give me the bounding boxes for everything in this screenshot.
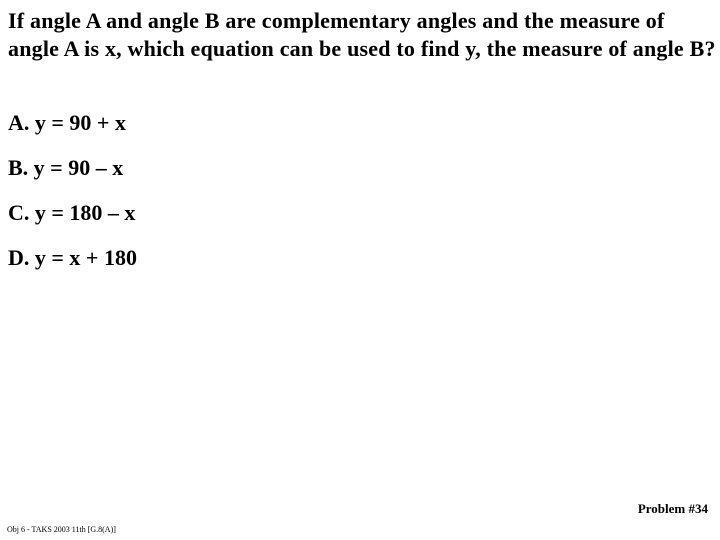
choice-a[interactable]: A. y = 90 + x (8, 110, 126, 135)
question-text: If angle A and angle B are complementary angles and the measure of angle A is x, which equation can be used to find y, the measure of angle B? (8, 8, 716, 61)
choice-c[interactable]: C. y = 180 – x (8, 200, 136, 225)
choice-b[interactable]: B. y = 90 – x (8, 155, 124, 180)
problem-number: Problem #34 (637, 501, 708, 516)
answer-choices (8, 108, 137, 288)
choice-d[interactable]: D. y = x + 180 (8, 245, 137, 270)
objective-reference: Obj 6 - TAKS 2003 11th [G.8(A)] (7, 525, 116, 534)
